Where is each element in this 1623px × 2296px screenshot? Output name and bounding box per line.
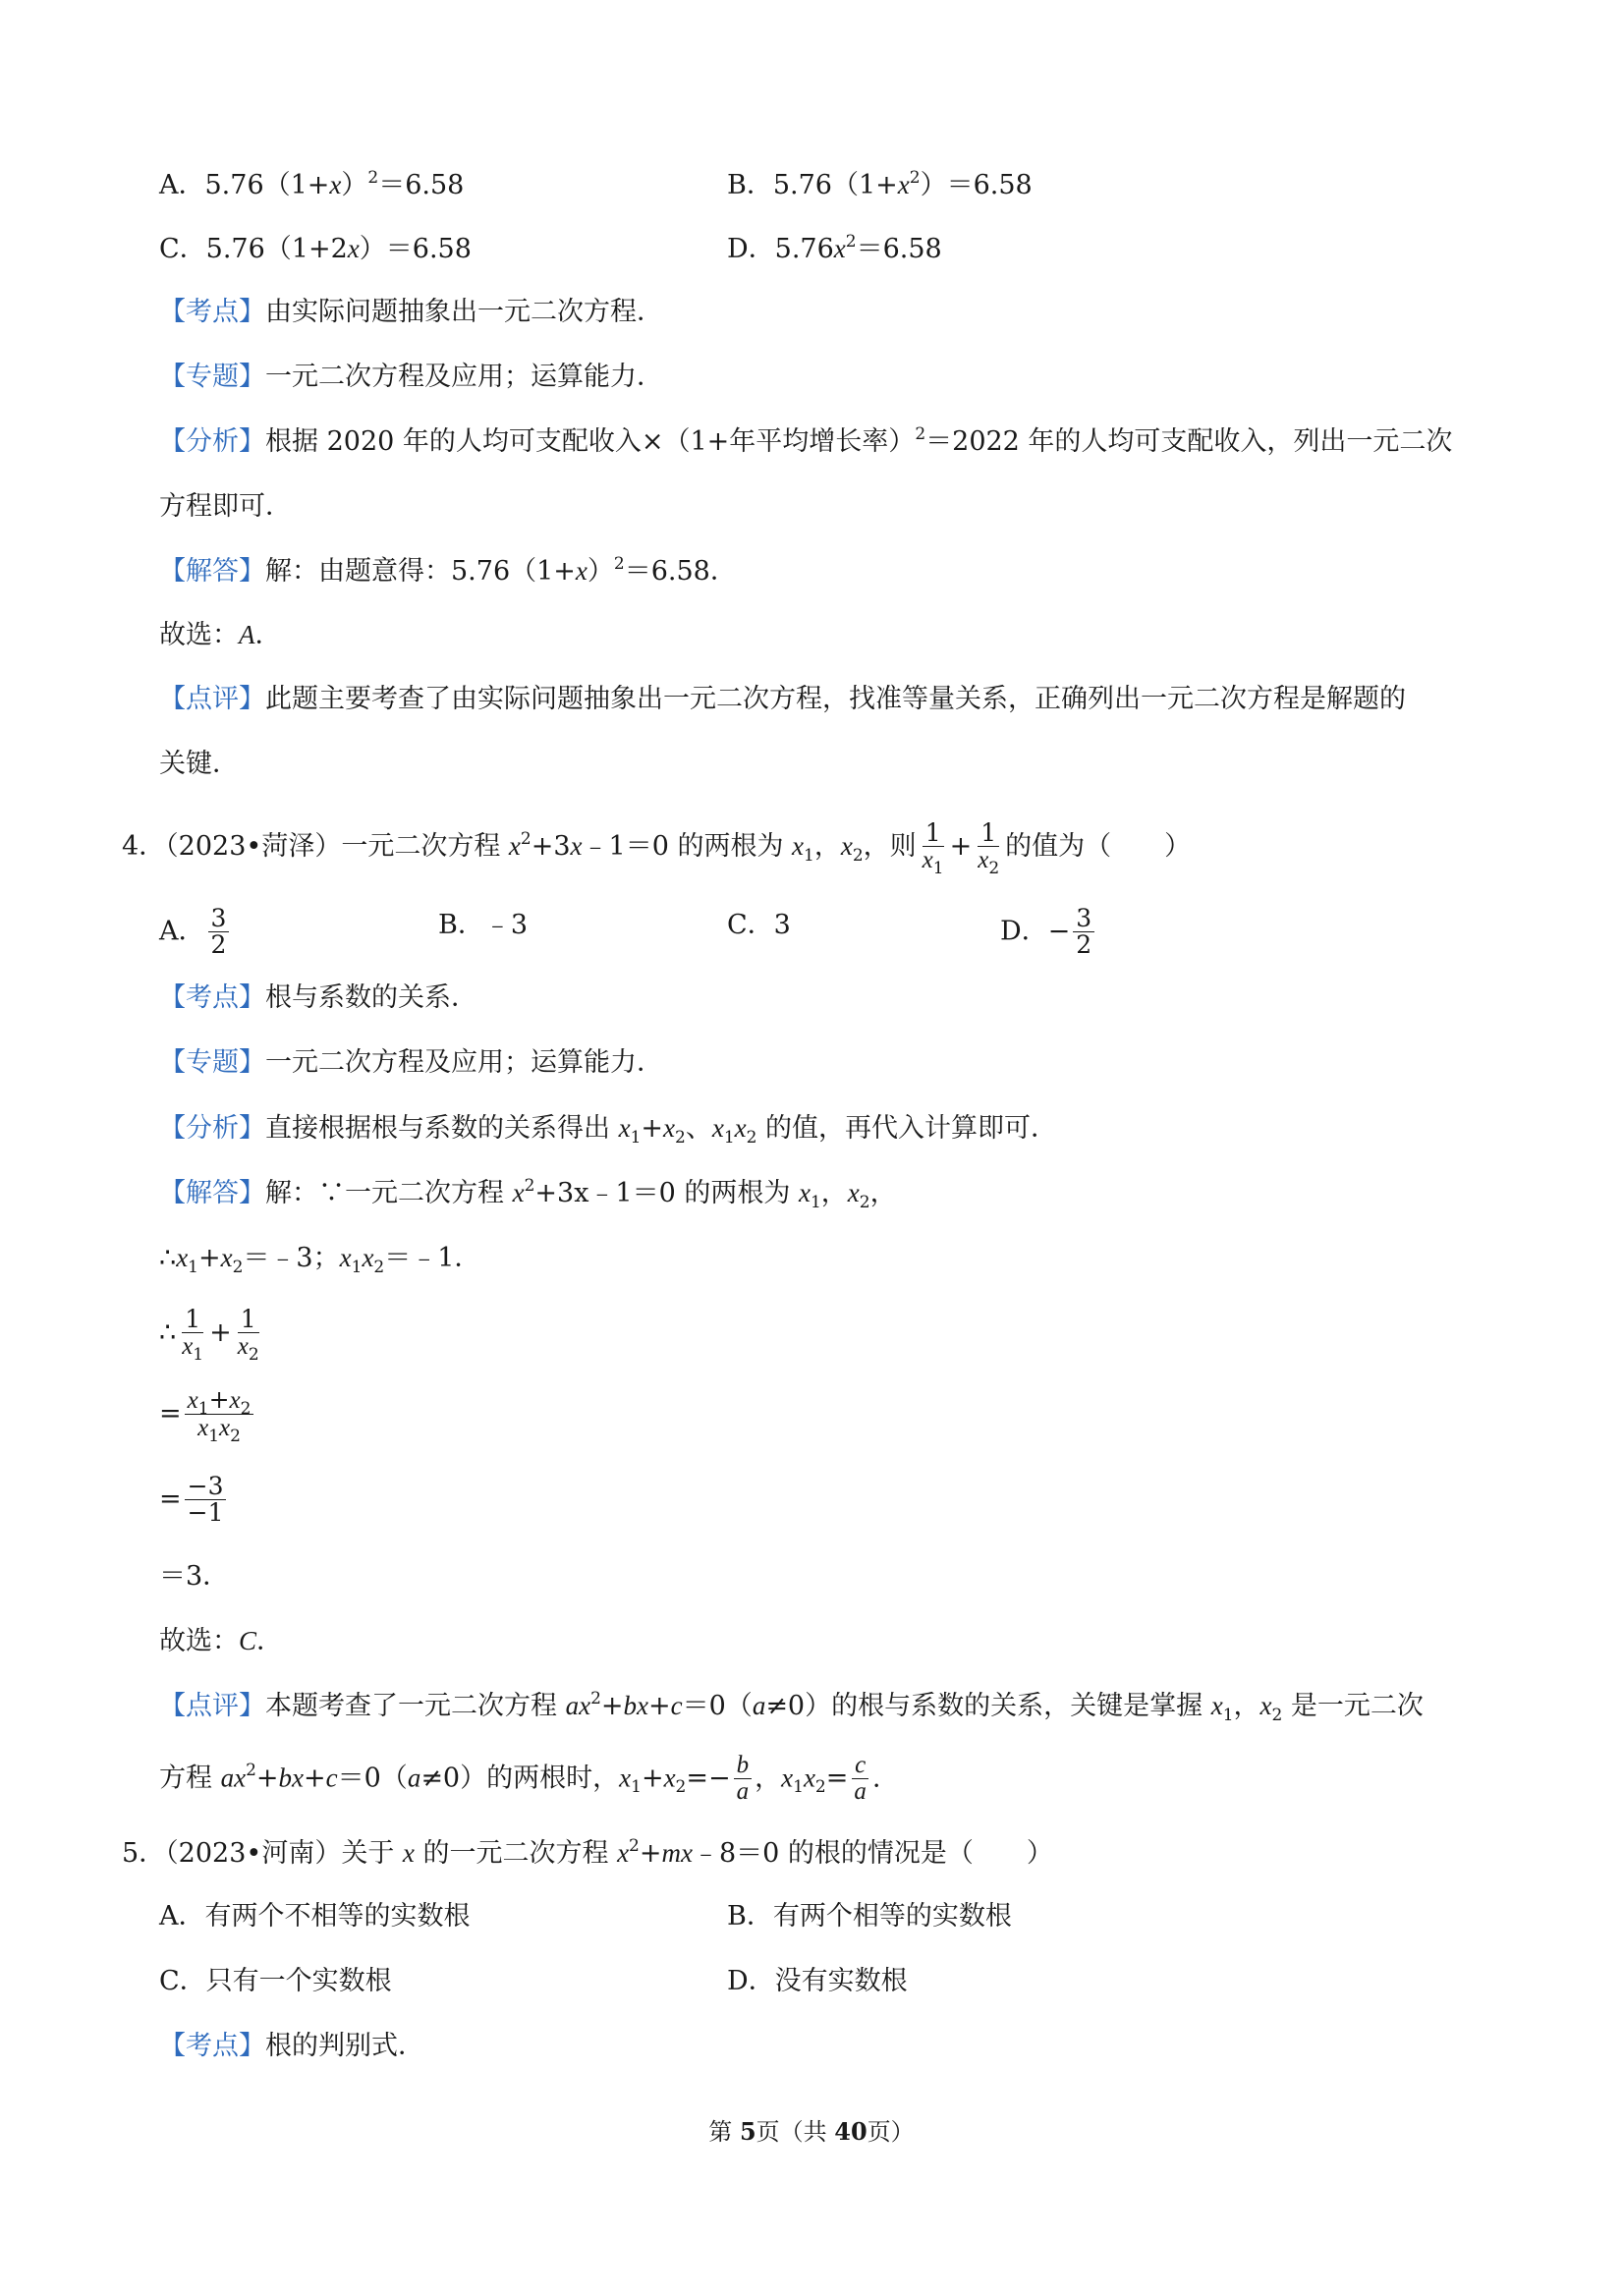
q3-fenxi: 【分析】根据 2020 年的人均可支配收入×（1+年平均增长率）$^2$＝2022 年的人均可支配收入，列出一元二次	[159, 424, 1453, 457]
q4-option-d: D．− $\frac{3}{2}$	[1000, 906, 1097, 959]
q4-step-3: = $\frac{x_1+x_2}{x_1x_2}$	[159, 1387, 256, 1442]
q3-dianping: 【点评】此题主要考查了由实际问题抽象出一元二次方程，找准等量关系，正确列出一元二次方程是解题的	[159, 684, 1406, 714]
q4-kaodian: 【考点】根与系数的关系．	[159, 982, 477, 1013]
q4-step-4: = $\frac{-3}{-1}$	[159, 1474, 229, 1527]
q3-option-d: D．$5.76x^2=6.58$	[727, 232, 942, 264]
q4-fenxi: 【分析】直接根据根与系数的关系得出 $x_1+x_2$、$x_1x_2$ 的值，再代入计算即可．	[159, 1113, 1058, 1148]
q3-dianping-cont: 关键．	[159, 749, 239, 779]
q4-jieda: 【解答】解：∵一元二次方程 $x^2+3x﹣1=0$ 的两根为 $x_1$，$x_2$，	[159, 1176, 897, 1212]
q4-stem-fraction-1: $\frac{1}{x_1}$	[922, 818, 944, 879]
q4-option-c: C．3	[727, 910, 791, 940]
q4-dianping: 【点评】本题考查了一元二次方程 $ax^2+bx+c=0(a\ne 0)$的根与系数的关系，关键是掌握 $x_1$，$x_2$ 是一元二次	[159, 1689, 1424, 1725]
q5-option-d: D．没有实数根	[727, 1966, 908, 1996]
q4-zhuanti: 【专题】一元二次方程及应用；运算能力．	[159, 1047, 663, 1078]
q3-jieda: 【解答】解：由题意得：$5.76(1+x)^2=6.58$．	[159, 554, 737, 587]
q4-answer: 故选：C．	[159, 1626, 284, 1656]
q4-option-a: A． $\frac{3}{2}$	[159, 906, 232, 959]
q3-option-b: B．$5.76(1+x^2)=6.58$	[727, 168, 1033, 200]
q4-option-b: B．﹣3	[438, 910, 529, 940]
q3-answer: 故选：A．	[159, 620, 282, 650]
q5-option-a: A．有两个不相等的实数根	[159, 1901, 471, 1932]
q3-option-c: C．5.76（1+2x）＝6.58	[159, 234, 472, 264]
q4-step-1: $\therefore x_1+x_2=﹣3$；$x_1x_2=﹣1$．	[159, 1243, 481, 1277]
q4-stem-fraction-2: $\frac{1}{x_2}$	[978, 818, 1000, 879]
q3-fenxi-cont: 方程即可．	[159, 491, 292, 522]
q5-option-b: B．有两个相等的实数根	[727, 1901, 1012, 1932]
q4-stem: 4．（2023•菏泽）一元二次方程 $x^2+3x﹣1=0$ 的两根为 $x_1$，$x_2$，则 $\frac{1}{x_1}$ + $\frac{1}{x_2}$ 的值为（ ）	[122, 818, 1192, 879]
q3-kaodian: 【考点】由实际问题抽象出一元二次方程．	[159, 297, 663, 327]
q5-option-c: C．只有一个实数根	[159, 1966, 392, 1996]
q5-stem: 5．（2023•河南）关于 x 的一元二次方程 $x^2+mx﹣8=0$ 的根的情况是（ ）	[122, 1836, 1053, 1869]
q4-step-2: ∴ $\frac{1}{x_1}$ + $\frac{1}{x_2}$	[159, 1305, 259, 1366]
q3-option-a: A．$5.76(1+x)^2=6.58$	[159, 168, 465, 200]
q4-dianping-cont: 方程 $ax^2+bx+c=0(a\ne 0)$的两根时，$x_1+x_2=-$ $\frac{b}{a}$ ，$x_1x_2=$ $\frac{c}{a}$ .	[159, 1752, 881, 1806]
page-footer: 第 5页（共 40页）	[708, 2117, 915, 2146]
q4-step-5: ＝3．	[159, 1561, 230, 1592]
q3-zhuanti: 【专题】一元二次方程及应用；运算能力．	[159, 362, 663, 392]
q5-kaodian: 【考点】根的判别式．	[159, 2031, 424, 2061]
